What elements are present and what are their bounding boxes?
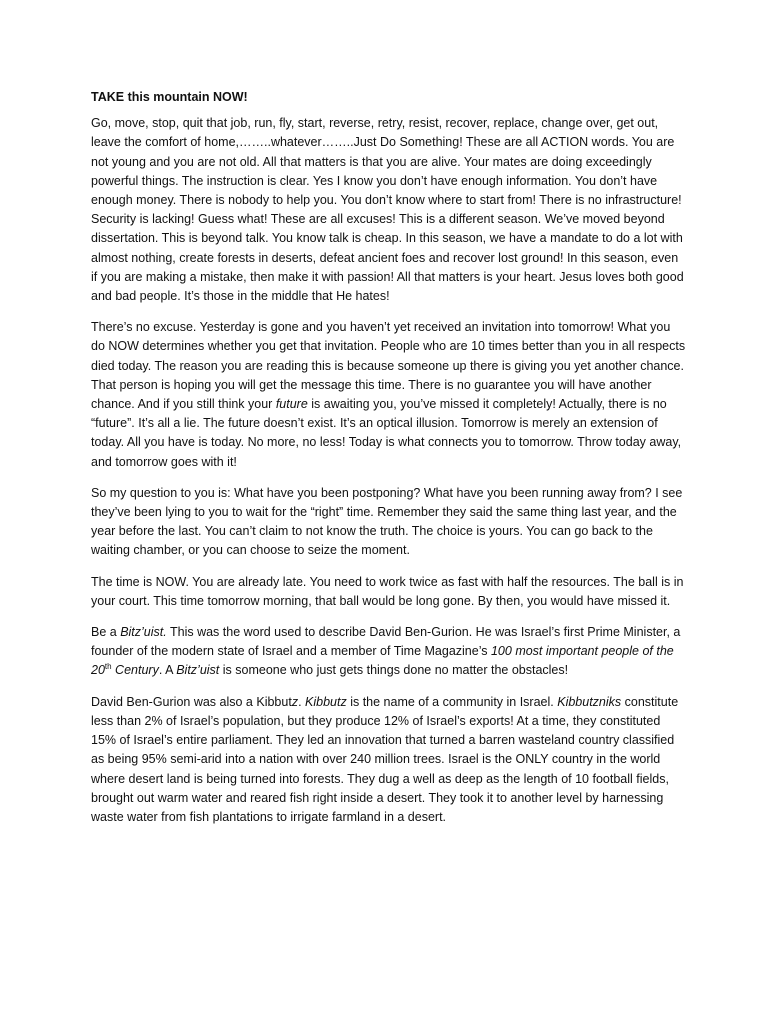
paragraph-question: So my question to you is: What have you been postponing? What have you been running away from? I see they’ve been lying to you to wait for the “right” time. Remember they said the same thing last year, and the year before the last. You can’t claim to not know the truth. The choice is yours. You can go back to the waiting chamber, or you can choose to seize the moment. (91, 485, 683, 558)
italic-run: z (291, 694, 299, 709)
text-run: is the name of a community in Israel. (346, 694, 558, 709)
italic-run: Bitz’uist (176, 663, 220, 678)
italic-run: Bitz’uist. (120, 625, 167, 640)
paragraph-time-is-now: The time is NOW. You are already late. You need to work twice as fast with half the resources. The ball is in your court. This time tomorrow morning, that ball would be long gone. By then, you would have missed it. (91, 574, 684, 608)
text-run: Be a (91, 625, 121, 640)
paragraph-no-excuse (91, 318, 687, 472)
italic-run: Kibbutz (305, 694, 347, 709)
italic-run: Kibbutzniks (557, 694, 622, 709)
document-title: TAKE this mountain NOW! (91, 90, 248, 104)
italic-run: 100 most important people of the 20 (91, 644, 674, 678)
document-page (91, 88, 687, 839)
text-run: constitute less than 2% of Israel’s population, but they produce 12% of Israel’s exports! At a time, they constituted 15% of Israel’s entire parliament. They led an innovation that turned a barren wasteland country classified as being 95% semi-arid into a nation with over 240 million trees. Israel is the ONLY country in the world where desert land is being turned into forests. They dug a well as deep as the length of 10 football fields, brought out warm water and reared fish right inside a desert. They took it to another level by harnessing waste water from fish plantations to irrigate farmland in a desert. (91, 694, 679, 824)
text-run: David Ben-Gurion was also a Kibbut (91, 694, 292, 709)
text-run: . A (158, 663, 177, 678)
text-run: There’s no excuse. Yesterday is gone and you haven’t yet received an invitation into tomorrow! What you do NOW determines whether you get that invitation. People who are 10 times better than you in all respects died today. The reason you are reading this is because someone up there is giving you yet another chance. That person is hoping you will get the message this time. There is no guarantee you will have another chance. And if you still think your (91, 320, 686, 412)
superscript-run: th (104, 662, 112, 672)
italic-run: Century (111, 663, 159, 678)
paragraph-kibbutz (91, 693, 687, 827)
paragraph-action-words: Go, move, stop, quit that job, run, fly, start, reverse, retry, resist, recover, replace, change over, get out, leave the comfort of home,……..whatever……..Just Do Something! These are all ACTION words. You are not young and you are not old. All that matters is that you are alive. Your mates are doing exceedingly powerful things. The instruction is clear. Yes I know you don’t have enough information. You don’t have enough money. There is nobody to help you. You don’t know where to start from! There is no infrastructure! Security is lacking! Guess what! These are all excuses! This is a different season. We’ve moved beyond dissertation. This is beyond talk. You know talk is cheap. In this season, we have a mandate to do a lot with almost nothing, create forests in deserts, defeat ancient foes and recover lost ground! In this season, even if you are making a mistake, then make it with passion! All that matters is your heart. Jesus loves both good and bad people. It’s those in the middle that He hates! (91, 116, 684, 304)
italic-run: future (275, 397, 308, 412)
text-run: This was the word used to describe David Ben-Gurion. He was Israel’s first Prime Minister, a founder of the modern state of Israel and a member of Time Magazine’s (91, 625, 681, 659)
paragraph-bitzuist (91, 623, 687, 681)
text-run: is awaiting you, you’ve missed it completely! Actually, there is no “future”. It’s all a lie. The future doesn’t exist. It’s an optical illusion. Tomorrow is merely an extension of today. All you have is today. No more, no less! Today is what connects you to tomorrow. Throw today away, and tomorrow goes with it! (91, 397, 682, 469)
text-run: . (298, 694, 306, 709)
text-run: is someone who just gets things done no matter the obstacles! (219, 663, 569, 678)
